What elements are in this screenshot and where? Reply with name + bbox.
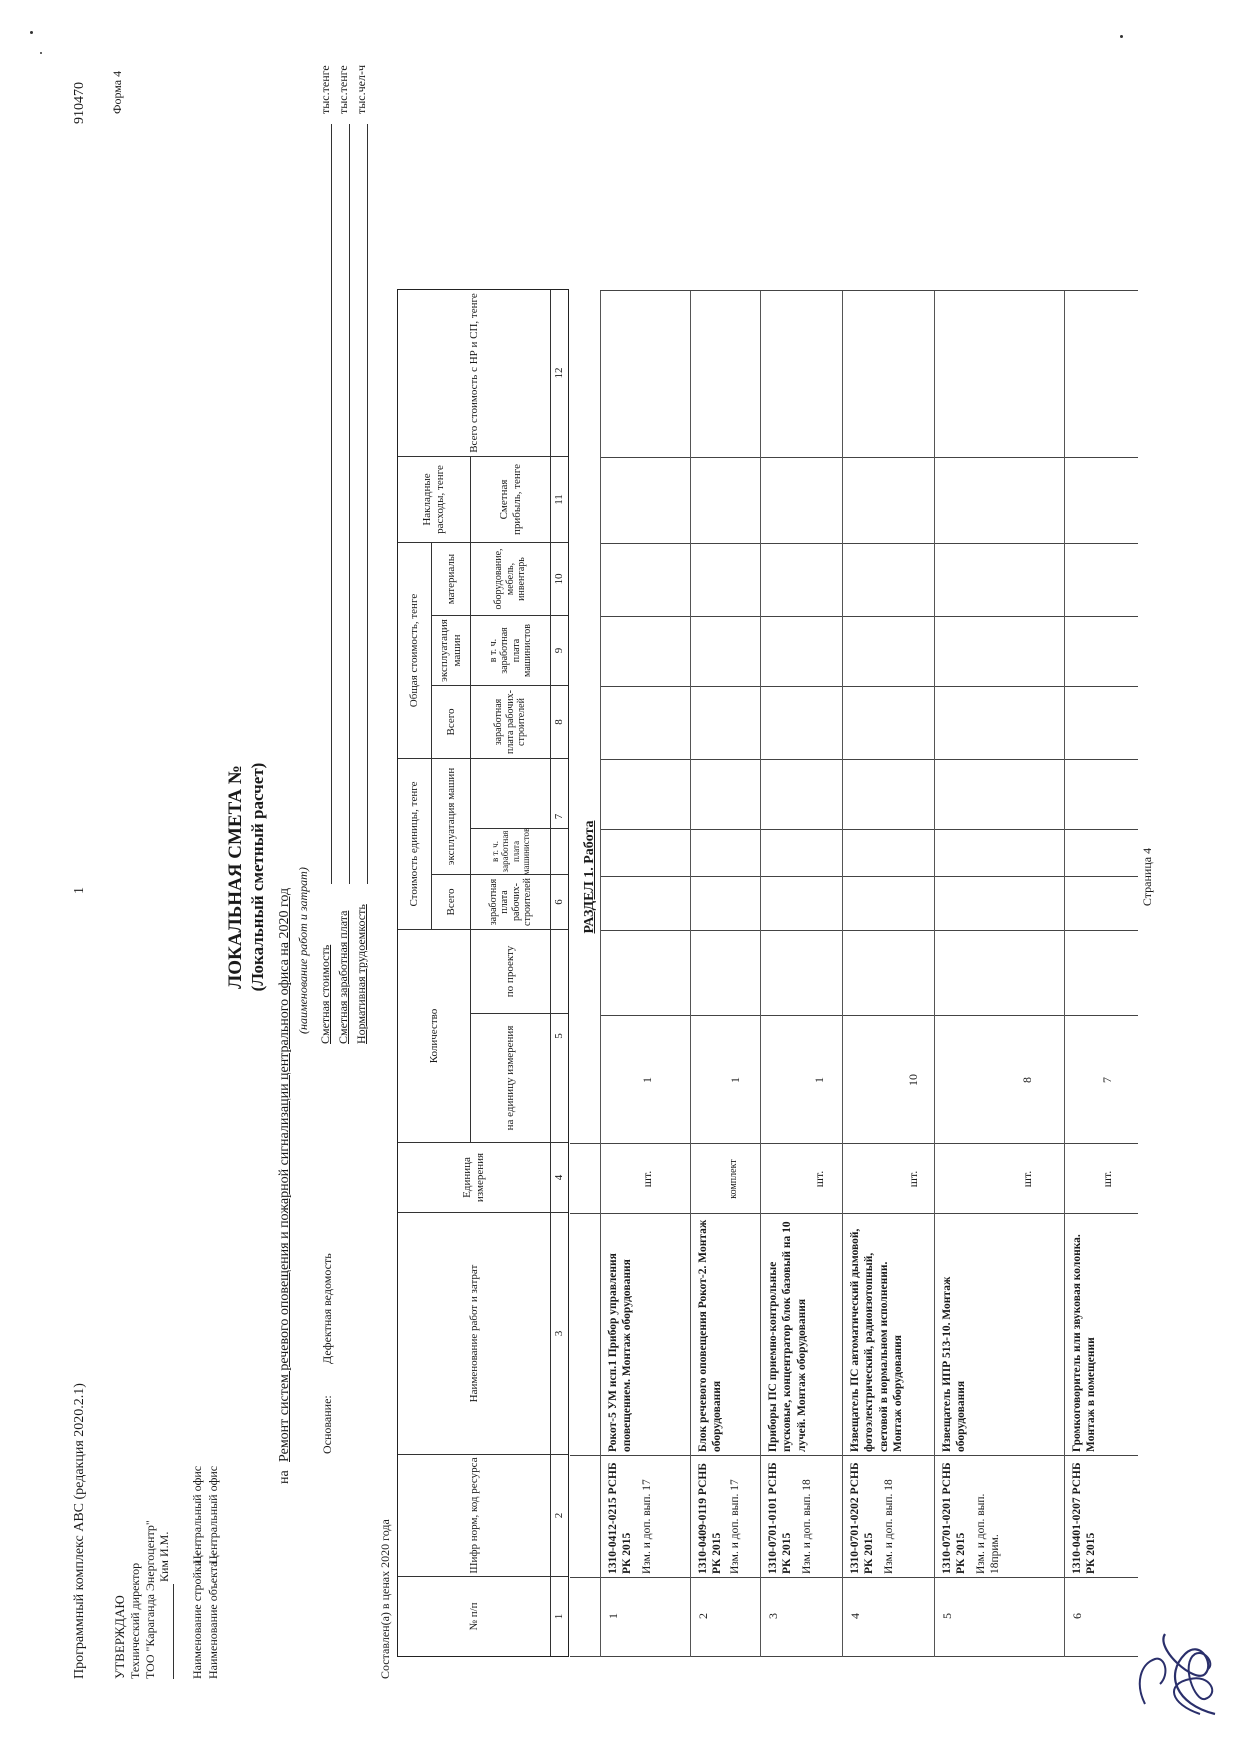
row-3-name: Приборы ПС приемно-контрольные пусковые, концентратор блок базовый на 10 лучей. Монтаж оборудования [767, 1221, 808, 1452]
cost-unit: тыс.тенге [318, 65, 332, 114]
colnum-9: 9 [553, 647, 566, 654]
row-4-note: Изм. и доп. вып. 18 [883, 1479, 895, 1574]
cost-label: Сметная стоимость [318, 944, 332, 1044]
header-all: Всего стоимость с НР и СП, тенге [467, 293, 480, 453]
row-6-qty: 7 [1100, 1077, 1114, 1083]
row-1-unit: шт. [640, 1170, 654, 1188]
salary-label: Сметная заработная плата [336, 910, 350, 1044]
row-4-unit: шт. [906, 1170, 920, 1188]
header-unit: Единица измерения [461, 1152, 486, 1203]
signature-line [159, 1584, 174, 1679]
colnum-7: 7 [553, 813, 566, 820]
row-2-num: 2 [696, 1613, 710, 1619]
row-3-qty: 1 [812, 1077, 826, 1083]
row-2-name: Блок речевого оповещения Рокот-2. Монтаж оборудования [697, 1219, 724, 1452]
header-unitcost: Стоимость единицы, тенге [408, 781, 421, 907]
header-overhead: Накладные расходы, тенге [421, 465, 446, 534]
row-4-qty: 10 [906, 1074, 920, 1086]
top-page-number: 1 [72, 887, 87, 894]
header-tc-mach: эксплуатация машин [438, 619, 463, 682]
page-footer: Страница 4 [1140, 847, 1154, 907]
row-5-name: Извещатель ИПР 513-10. Монтаж оборудования [941, 1276, 968, 1452]
labor-unit: тыс.чел-ч [354, 64, 368, 114]
colnum-3: 3 [553, 1330, 566, 1337]
basis-label: Основание: [320, 1395, 334, 1454]
object-label: Наименование объекта - [206, 1554, 220, 1679]
row-1-qty: 1 [640, 1077, 654, 1083]
row-1-name: Рокот-5 УМ исп.1 Прибор управления оповещением. Монтаж оборудования [607, 1253, 634, 1452]
labor-line [367, 124, 368, 884]
row-2-unit: комплект [728, 1159, 739, 1199]
section-title: РАЗДЕЛ 1. Работа [582, 820, 597, 934]
director-title: Технический директор [128, 1562, 142, 1679]
row-2-code: 1310-0409-0119 РСНБ РК 2015 [697, 1463, 724, 1574]
header-uc-salary: заработная плата рабочих-строителей [487, 878, 533, 926]
row-3-code: 1310-0701-0101 РСНБ РК 2015 [767, 1462, 794, 1574]
software-label: Программный комплекс АВС (редакция 2020.2.1) [72, 1383, 87, 1679]
approve-label: УТВЕРЖДАЮ [112, 1595, 127, 1679]
row-1-code: 1310-0412-0215 РСНБ РК 2015 [607, 1462, 634, 1574]
work-name: Ремонт систем речевого оповещения и пожарной сигнализации центрального офиса на 2020 год [277, 887, 292, 1462]
document-subtitle: (Локальный сметный расчет) [248, 762, 267, 992]
colnum-5: 5 [553, 1033, 566, 1039]
colnum-12: 12 [553, 367, 566, 379]
header-code: Шифр норм, код ресурса [467, 1457, 480, 1574]
header-tc-salary: заработная плата рабочих-строителей [493, 690, 528, 754]
row-6-name: Громкоговоритель или звуковая колонка. Монтаж в помещении [1071, 1234, 1098, 1452]
basis-value: Дефектная ведомость [320, 1253, 334, 1364]
colnum-2: 2 [553, 1512, 566, 1519]
row-5-num: 5 [940, 1613, 954, 1619]
header-tc-mach-sal: в т. ч. заработная плата машинистов [487, 624, 533, 677]
row-3-num: 3 [766, 1613, 780, 1619]
row-3-unit: шт. [812, 1170, 826, 1188]
document-code: 910470 [72, 82, 87, 124]
colnum-1: 1 [553, 1613, 566, 1620]
row-5-qty: 8 [1020, 1077, 1034, 1083]
row-2-note: Изм. и доп. вып. 17 [729, 1479, 741, 1574]
salary-line [349, 124, 350, 884]
header-uc-total: Всего [444, 888, 457, 916]
row-4-code: 1310-0701-0202 РСНБ РК 2015 [849, 1462, 876, 1574]
row-5-code: 1310-0701-0201 РСНБ РК 2015 [941, 1462, 968, 1574]
row-5-unit: шт. [1020, 1170, 1034, 1188]
work-caption: (наименование работ и затрат) [296, 867, 310, 1034]
row-4-name: Извещатель ПС автоматический дымовой, фотоэлектрический, радиоизотопный, световой в нормальном исполнении. Монтаж оборудования [849, 1228, 905, 1452]
header-profit: Сметная прибыль, тенге [497, 463, 523, 536]
colnum-6: 6 [553, 899, 566, 905]
scan-speck [1120, 35, 1123, 38]
on-prefix: на [277, 1470, 292, 1484]
salary-unit: тыс.тенге [336, 65, 350, 114]
handwritten-signature-bottom [1115, 1614, 1235, 1734]
colnum-4: 4 [553, 1174, 566, 1181]
header-tc-equip: оборудование, мебель, инвентарь [493, 548, 528, 610]
row-3-note: Изм. и доп. вып. 18 [801, 1479, 813, 1574]
row-1-num: 1 [606, 1613, 620, 1619]
object-value: Центральный офис [206, 1465, 220, 1564]
director-name: Ким И.М. [157, 1531, 171, 1582]
row-6-num: 6 [1070, 1613, 1084, 1619]
colnum-11: 11 [553, 494, 566, 505]
header-qty: Количество [427, 1008, 440, 1064]
cost-line [331, 124, 332, 884]
row-6-code: 1310-0401-0207 РСНБ РК 2015 [1071, 1462, 1098, 1574]
scan-speck [30, 31, 33, 34]
colnum-8: 8 [553, 719, 566, 725]
scan-speck [40, 52, 42, 54]
header-totalcost: Общая стоимость, тенге [408, 593, 421, 708]
header-name: Наименование работ и затрат [467, 1264, 480, 1403]
row-2-qty: 1 [728, 1077, 742, 1083]
colnum-10: 10 [553, 573, 566, 585]
row-5-note: Изм. и доп. вып. 18прим. [975, 1493, 1002, 1574]
header-num: № п/п [467, 1602, 480, 1631]
company-name: ТОО "Караганда Энергоцентр" [143, 1520, 157, 1679]
composed-label: Составлен(а) в ценах 2020 года [378, 1519, 392, 1679]
row-4-num: 4 [848, 1613, 862, 1619]
document-title: ЛОКАЛЬНАЯ СМЕТА № [225, 765, 246, 989]
header-qty-proj: по проекту [504, 945, 517, 998]
header-qty-unit: на единицу измерения [504, 1025, 517, 1131]
table-header [397, 289, 569, 1657]
construction-value: Центральный офис [190, 1465, 204, 1564]
header-tc-mat: материалы [444, 553, 457, 605]
header-uc-mach-sal: в т. ч. заработная плата машинистов [489, 827, 531, 876]
row-6-unit: шт. [1100, 1170, 1114, 1188]
construction-label: Наименование стройки - [190, 1552, 204, 1679]
labor-label: Нормативная трудоемкость [354, 904, 368, 1044]
row-1-note: Изм. и доп. вып. 17 [641, 1479, 653, 1574]
header-uc-mach: эксплуатация машин [444, 767, 457, 866]
header-tc-total: Всего [444, 708, 457, 736]
form-label: Форма 4 [110, 70, 124, 114]
